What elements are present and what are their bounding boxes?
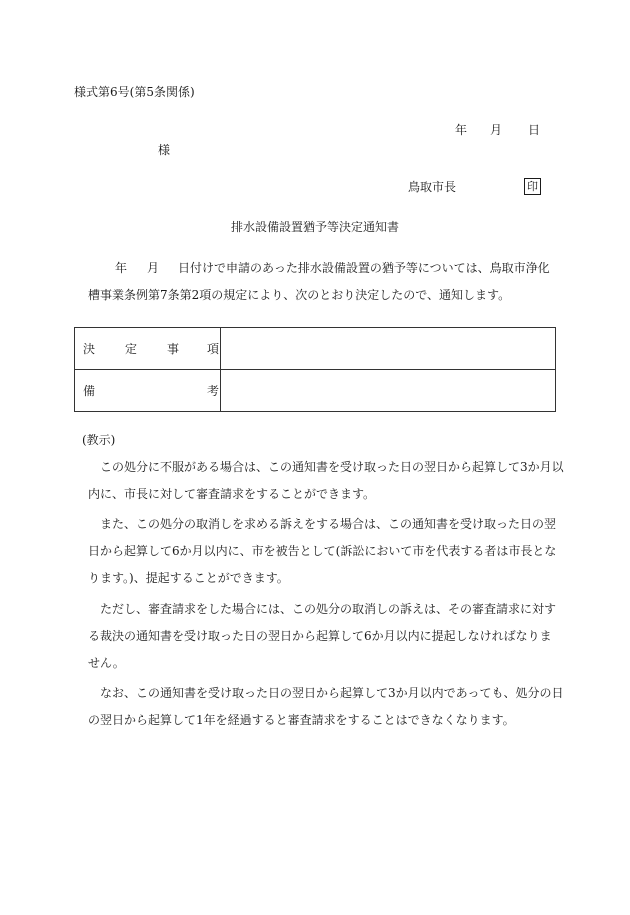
intro-month-label: 月 xyxy=(147,261,160,275)
decision-table xyxy=(74,327,556,412)
intro-year-label: 年 xyxy=(115,261,128,275)
date-day-label: 日 xyxy=(528,123,541,137)
issuer-name: 鳥取市長 xyxy=(408,180,457,194)
date-year-label: 年 xyxy=(455,123,468,137)
instruction-line: ただし、審査請求をした場合には、この処分の取消しの訴えは、その審査請求に対す xyxy=(100,602,557,616)
remarks-label-cell xyxy=(75,370,221,411)
instruction-line: 内に、市長に対して審査請求をすることができます。 xyxy=(88,487,376,501)
date-month-label: 月 xyxy=(490,123,503,137)
remarks-value-cell[interactable] xyxy=(221,370,555,411)
decision-label-char-3: 事 xyxy=(167,342,180,356)
instruction-line: 日から起算して6か月以内に、市を被告として(訴訟において市を代表する者は市長とな xyxy=(88,544,557,558)
remarks-label-char-2: 考 xyxy=(207,384,220,398)
table-row-decision xyxy=(75,328,555,370)
intro-line-2: 槽事業条例第7条第2項の規定により、次のとおり決定したので、通知します。 xyxy=(88,288,511,302)
decision-label-char-1: 決 xyxy=(83,342,96,356)
instruction-line: ります。)、提起することができます。 xyxy=(88,571,289,585)
decision-label-char-4: 項 xyxy=(207,342,220,356)
decision-label-char-2: 定 xyxy=(125,342,138,356)
addressee-suffix: 様 xyxy=(158,143,171,157)
seal-stamp: 印 xyxy=(524,178,541,195)
instruction-line: の翌日から起算して1年を経過すると審査請求をすることはできなくなります。 xyxy=(88,713,515,727)
instruction-heading: (教示) xyxy=(82,433,116,447)
form-number: 様式第6号(第5条関係) xyxy=(74,85,195,99)
instruction-line: る裁決の通知書を受け取った日の翌日から起算して6か月以内に提起しなければなりま xyxy=(88,629,552,643)
remarks-label-char-1: 備 xyxy=(83,384,96,398)
instruction-line: せん。 xyxy=(88,656,125,670)
table-row-remarks xyxy=(75,370,555,411)
decision-value-cell[interactable] xyxy=(221,328,555,369)
instruction-line: この処分に不服がある場合は、この通知書を受け取った日の翌日から起算して3か月以 xyxy=(100,460,564,474)
intro-line-1-text: 日付けで申請のあった排水設備設置の猶予等については、鳥取市浄化 xyxy=(178,261,550,275)
document-title: 排水設備設置猶予等決定通知書 xyxy=(230,220,399,234)
instruction-line: なお、この通知書を受け取った日の翌日から起算して3か月以内であっても、処分の日 xyxy=(100,686,564,700)
decision-label-cell xyxy=(75,328,221,369)
instruction-line: また、この処分の取消しを求める訴えをする場合は、この通知書を受け取った日の翌 xyxy=(100,517,557,531)
